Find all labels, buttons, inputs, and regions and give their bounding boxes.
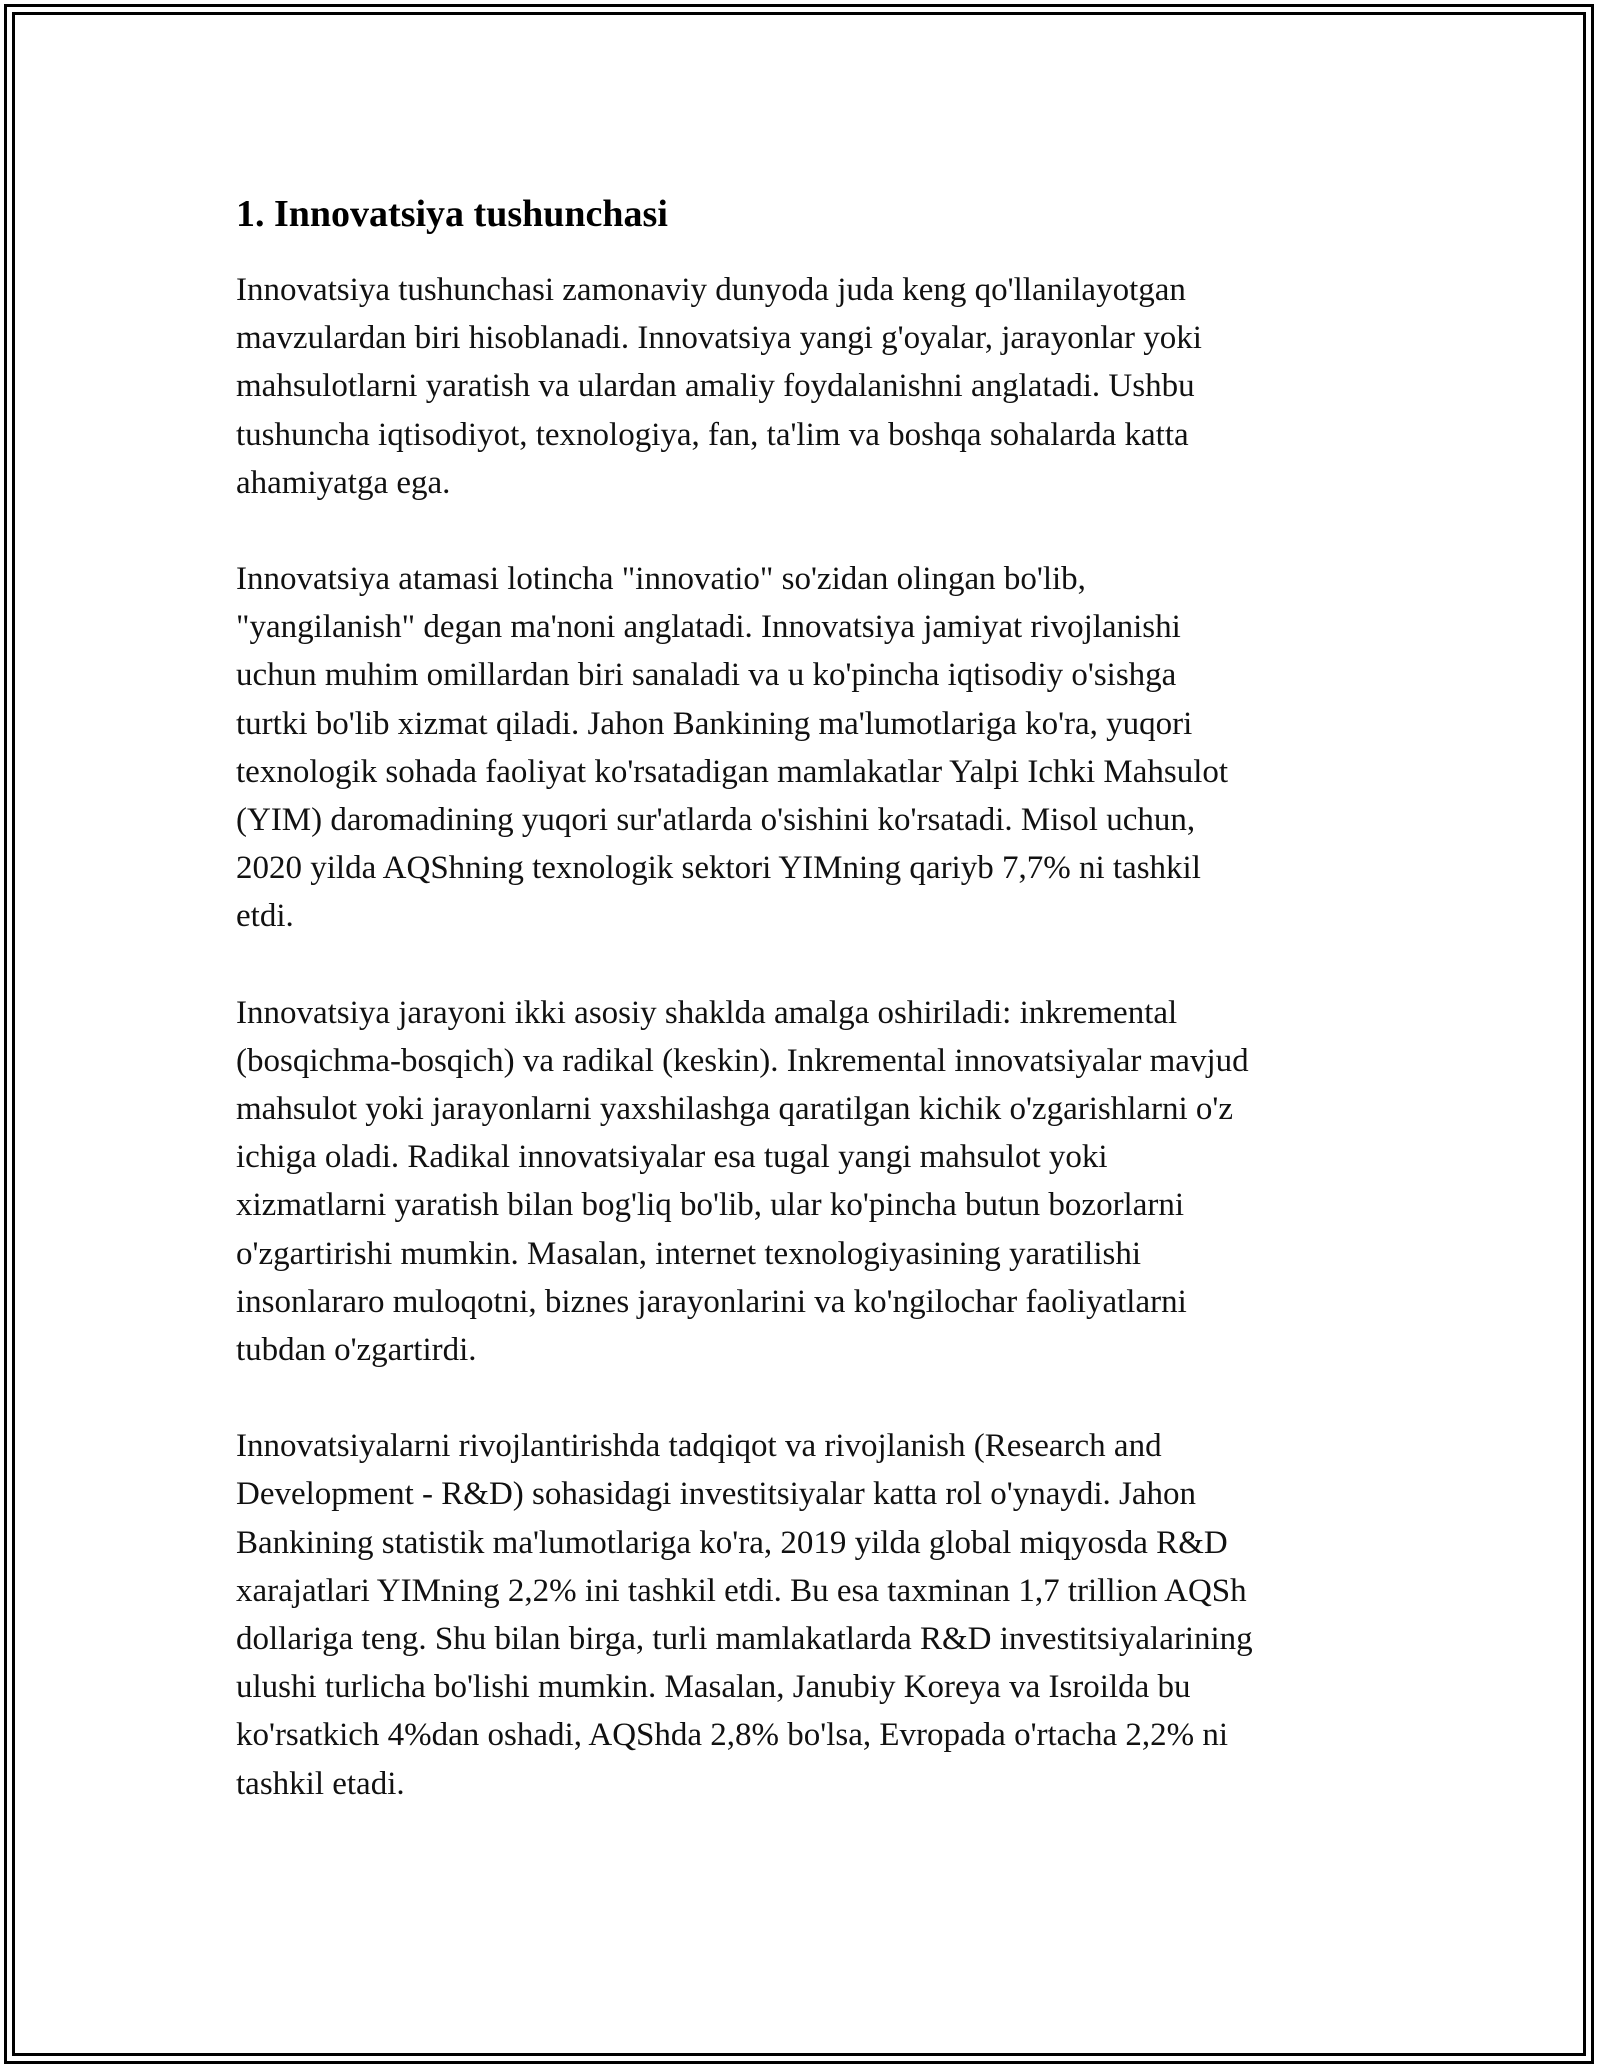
text-line: mahsulotlarni yaratish va ulardan amaliy foydalanishni anglatadi. Ushbu (236, 368, 1195, 405)
text-line: dollariga teng. Shu bilan birga, turli mamlakatlarda R&D investitsiyalarining (236, 1621, 1253, 1658)
text-line: tushuncha iqtisodiyot, texnologiya, fan, ta'lim va boshqa sohalarda katta (236, 416, 1189, 453)
text-line: Innovatsiya jarayoni ikki asosiy shaklda amalga oshiriladi: inkremental (236, 994, 1178, 1031)
text-line: ulushi turlicha bo'lishi mumkin. Masalan, Janubiy Koreya va Isroilda bu (236, 1669, 1191, 1706)
text-line: mavzulardan biri hisoblanadi. Innovatsiya yangi g'oyalar, jarayonlar yoki (236, 320, 1202, 357)
text-line: xarajatlari YIMning 2,2% ini tashkil etdi. Bu esa taxminan 1,7 trillion AQSh (236, 1572, 1247, 1609)
text-line: texnologik sohada faoliyat ko'rsatadigan mamlakatlar Yalpi Ichki Mahsulot (236, 753, 1229, 790)
paragraph-2 (236, 555, 1396, 941)
text-line: uchun muhim omillardan biri sanaladi va u ko'pincha iqtisodiy o'sishga (236, 657, 1177, 694)
text-line: Innovatsiya atamasi lotincha "innovatio" so'zidan olingan bo'lib, (236, 561, 1086, 598)
text-line: mahsulot yoki jarayonlarni yaxshilashga qaratilgan kichik o'zgarishlarni o'z (236, 1091, 1234, 1128)
text-line: Innovatsiya tushunchasi zamonaviy dunyoda juda keng qo'llanilayotgan (236, 272, 1186, 308)
document-body (236, 188, 1396, 1856)
paragraph-3 (236, 989, 1396, 1375)
text-line: etdi. (236, 898, 294, 935)
text-line: Development - R&D) sohasidagi investitsiyalar katta rol o'ynaydi. Jahon (236, 1476, 1196, 1513)
section-heading: 1. Innovatsiya tushunchasi (236, 193, 668, 235)
text-line: 2020 yilda AQShning texnologik sektori YIMning qariyb 7,7% ni tashkil (236, 850, 1201, 887)
text-line: (bosqichma-bosqich) va radikal (keskin). Inkremental innovatsiyalar mavjud (236, 1042, 1249, 1079)
text-line: ichiga oladi. Radikal innovatsiyalar esa tugal yangi mahsulot yoki (236, 1139, 1108, 1176)
text-line: tubdan o'zgartirdi. (236, 1332, 477, 1369)
text-line: "yangilanish" degan ma'noni anglatadi. Innovatsiya jamiyat rivojlanishi (236, 609, 1181, 646)
paragraph-4 (236, 1422, 1396, 1808)
text-line: ahamiyatga ega. (236, 464, 451, 501)
text-line: (YIM) daromadining yuqori sur'atlarda o'sishini ko'rsatadi. Misol uchun, (236, 802, 1196, 839)
text-line: turtki bo'lib xizmat qiladi. Jahon Bankining ma'lumotlariga ko'ra, yuqori (236, 705, 1193, 742)
text-line: Bankining statistik ma'lumotlariga ko'ra, 2019 yilda global miqyosda R&D (236, 1524, 1228, 1561)
text-line: xizmatlarni yaratish bilan bog'liq bo'lib, ular ko'pincha butun bozorlarni (236, 1187, 1185, 1224)
text-line: Innovatsiyalarni rivojlantirishda tadqiqot va rivojlanish (Research and (236, 1428, 1162, 1465)
text-line: ko'rsatkich 4%dan oshadi, AQShda 2,8% bo'lsa, Evropada o'rtacha 2,2% ni (236, 1717, 1229, 1754)
text-line: insonlararo muloqotni, biznes jarayonlarini va ko'ngilochar faoliyatlarni (236, 1283, 1187, 1320)
text-line: o'zgartirishi mumkin. Masalan, internet texnologiyasining yaratilishi (236, 1235, 1142, 1272)
text-line: tashkil etadi. (236, 1765, 405, 1802)
paragraph-1 (236, 266, 1396, 507)
